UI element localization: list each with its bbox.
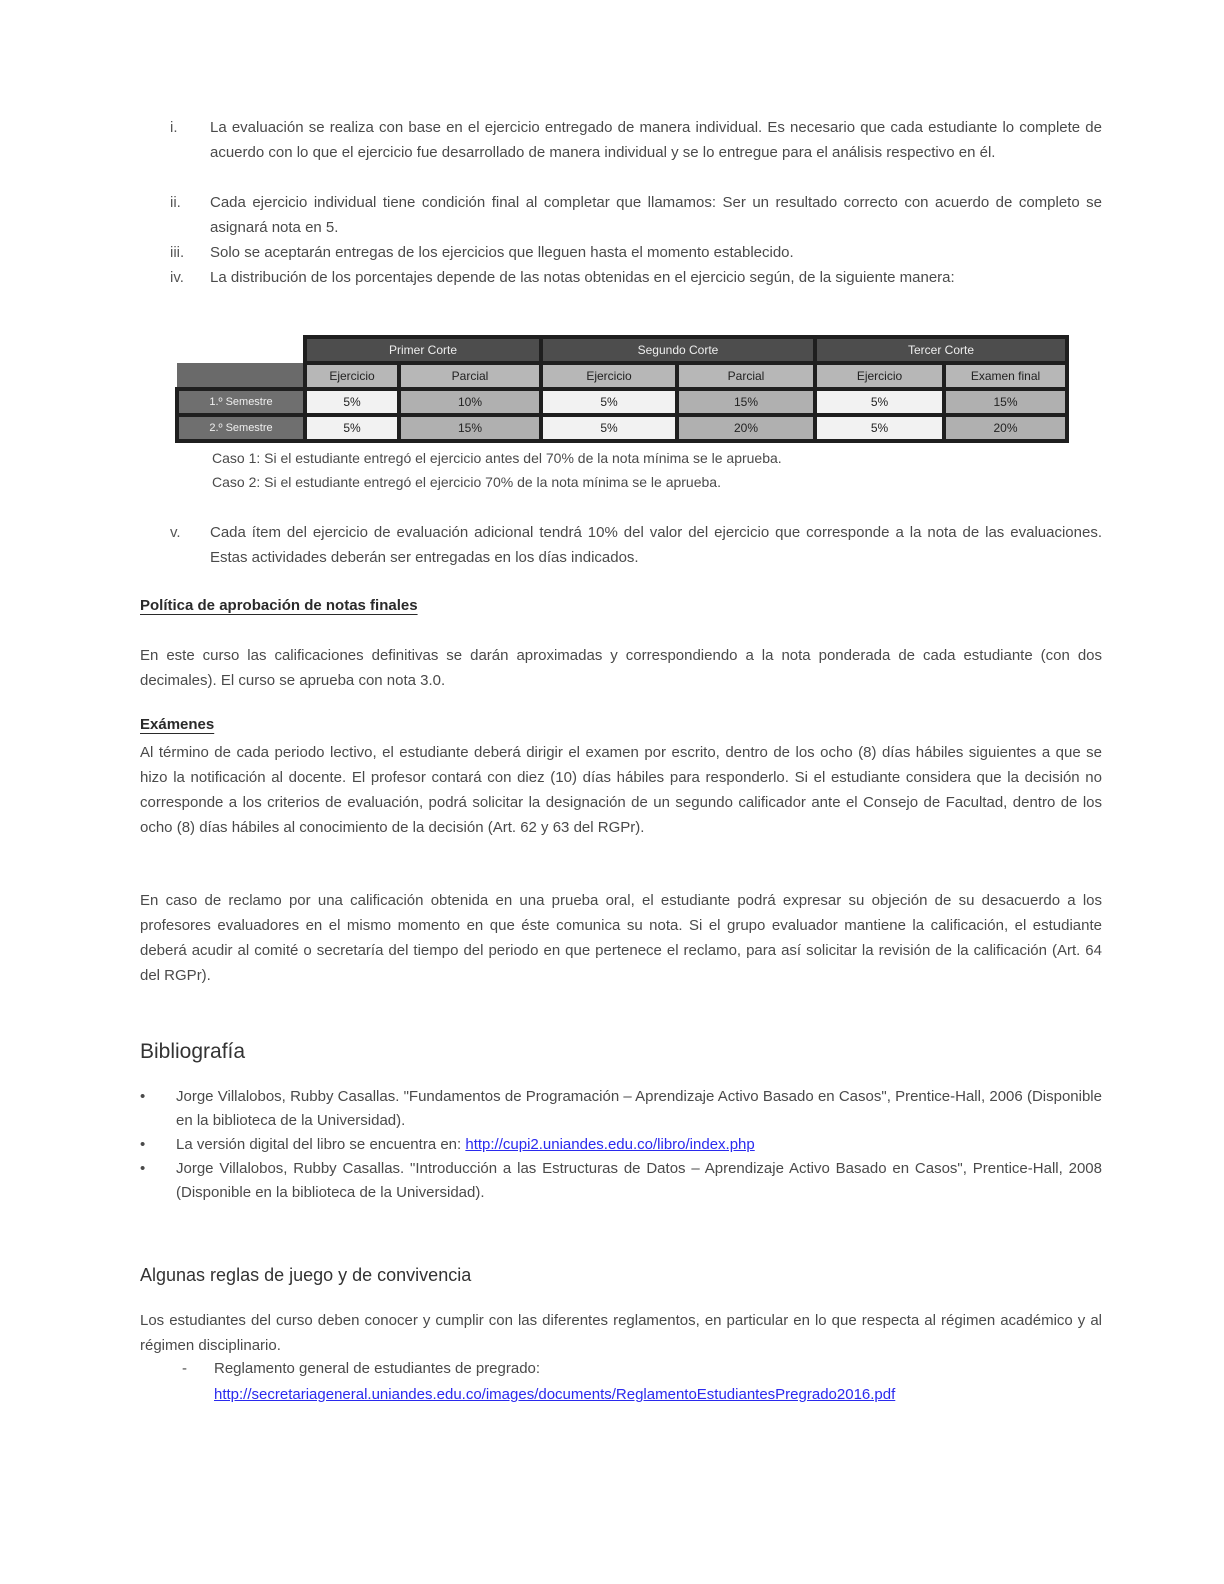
table-corner [177,363,305,389]
table-cell: 5% [305,389,399,415]
item-number: iv. [170,269,184,286]
bullet: • [140,1160,146,1177]
bibliography-entry: La versión digital del libro se encuentra en: [176,1136,462,1153]
table-sub-header: Ejercicio [815,363,944,389]
table-note: Caso 2: Si el estudiante entregó el ejercicio 70% de la nota mínima se le aprueba. [212,474,721,490]
item-text: La evaluación se realiza con base en el ejercicio entregado de manera individual. Es necesario que cada estudiante lo complete de acuerdo con lo que el ejercicio fue desarrollado de manera individual y se lo entregue para el análisis respectivo en él. [210,119,1102,161]
bullet: - [182,1360,187,1377]
table-sub-header: Parcial [677,363,815,389]
exam-paragraph: Al término de cada periodo lectivo, el estudiante deberá dirigir el examen por escrito, dentro de los ocho (8) días hábiles siguientes a que se hizo la notificación al docente. El profesor contará con diez (10) días hábiles para responderlo. Si el estudiante considera que la decisión no corresponde a los criterios de evaluación, podrá solicitar la designación de un segundo calificador ante el Consejo de Facultad, dentro de los ocho (8) días hábiles al conocimiento de la decisión (Art. 62 y 63 del RGPr). [140,744,1102,836]
table-cell: 15% [399,415,541,441]
table-cell: 20% [944,415,1067,441]
table-sub-header: Ejercicio [541,363,677,389]
bibliography-heading: Bibliografía [140,1040,246,1063]
table-cell: 5% [815,389,944,415]
evaluation-item [170,265,1102,290]
item-number: v. [170,524,181,541]
approval-heading: Política de aprobación de notas finales [140,597,418,614]
regulations-link[interactable]: http://secretariageneral.uniandes.edu.co/images/documents/ReglamentoEstudiantesPregrado2016.pdf [214,1386,896,1403]
table-cell: 15% [944,389,1067,415]
table-cell: 10% [399,389,541,415]
table-group-header: Primer Corte [305,337,541,363]
evaluation-item [170,115,1102,165]
bullet: • [140,1136,146,1153]
list-item [140,1085,1102,1133]
item-number: i. [170,119,178,136]
row-label: 2.º Semestre [177,415,305,441]
row-label: 1.º Semestre [177,389,305,415]
item-text: La distribución de los porcentajes depende de las notas obtenidas en el ejercicio según, de la siguiente manera: [210,269,955,286]
bibliography-list [140,1085,1102,1205]
table-cell: 15% [677,389,815,415]
table-sub-header: Examen final [944,363,1067,389]
exam-heading: Exámenes [140,716,215,733]
book-link[interactable]: http://cupi2.uniandes.edu.co/libro/index.php [465,1136,755,1153]
item-number: iii. [170,244,185,261]
table-cell: 20% [677,415,815,441]
evaluation-item [170,520,1102,570]
table-row [177,389,1067,415]
list-item [182,1357,540,1381]
exam-paragraph: En caso de reclamo por una calificación obtenida en una prueba oral, el estudiante podrá expresar su objeción de su desacuerdo a los profesores evaluadores en el mismo momento en que éste comunica su nota. Si el grupo evaluador mantiene la calificación, el estudiante deberá acudir al comité o secretaría del tiempo del periodo en que pertenece el reclamo, para así solicitar la revisión de la calificación (Art. 64 del RGPr). [140,892,1102,984]
list-item [140,1157,1102,1205]
bibliography-entry: Jorge Villalobos, Rubby Casallas. "Introducción a las Estructuras de Datos – Aprendizaje Activo Basado en Casos", Prentice-Hall, 2008 (Disponible en la biblioteca de la Universidad). [176,1160,1102,1201]
grading-weights-table [175,335,1069,443]
table-sub-header: Ejercicio [305,363,399,389]
rules-text: Los estudiantes del curso deben conocer y cumplir con las diferentes reglamentos, en particular en lo que respecta al régimen académico y al régimen disciplinario. [140,1312,1102,1354]
evaluation-item [170,240,1102,265]
table-group-header: Tercer Corte [815,337,1067,363]
table-cell: 5% [305,415,399,441]
table-sub-header: Parcial [399,363,541,389]
table-row [177,415,1067,441]
item-text: Cada ítem del ejercicio de evaluación adicional tendrá 10% del valor del ejercicio que corresponde a la nota de las evaluaciones. Estas actividades deberán ser entregadas en los días indicados. [210,524,1102,566]
list-item [140,1133,1102,1157]
item-number: ii. [170,194,181,211]
bullet: • [140,1088,146,1105]
rules-sub-text: Reglamento general de estudiantes de pregrado: [214,1360,541,1377]
table-cell: 5% [541,389,677,415]
table-cell: 5% [541,415,677,441]
table-group-header: Segundo Corte [541,337,815,363]
table-note: Caso 1: Si el estudiante entregó el ejercicio antes del 70% de la nota mínima se le aprueba. [212,450,782,466]
table-corner [177,337,305,363]
bibliography-entry: Jorge Villalobos, Rubby Casallas. "Fundamentos de Programación – Aprendizaje Activo Basado en Casos", Prentice-Hall, 2006 (Disponible en la biblioteca de la Universidad). [176,1088,1102,1129]
approval-text: En este curso las calificaciones definitivas se darán aproximadas y correspondiendo a la nota ponderada de cada estudiante (con dos decimales). El curso se aprueba con nota 3.0. [140,647,1102,689]
rules-heading: Algunas reglas de juego y de convivencia [140,1265,472,1285]
evaluation-item [170,190,1102,240]
table-cell: 5% [815,415,944,441]
item-text: Cada ejercicio individual tiene condición final al completar que llamamos: Ser un resultado correcto con acuerdo de completo se asignará nota en 5. [210,194,1102,236]
item-text: Solo se aceptarán entregas de los ejercicios que lleguen hasta el momento establecido. [210,244,794,261]
